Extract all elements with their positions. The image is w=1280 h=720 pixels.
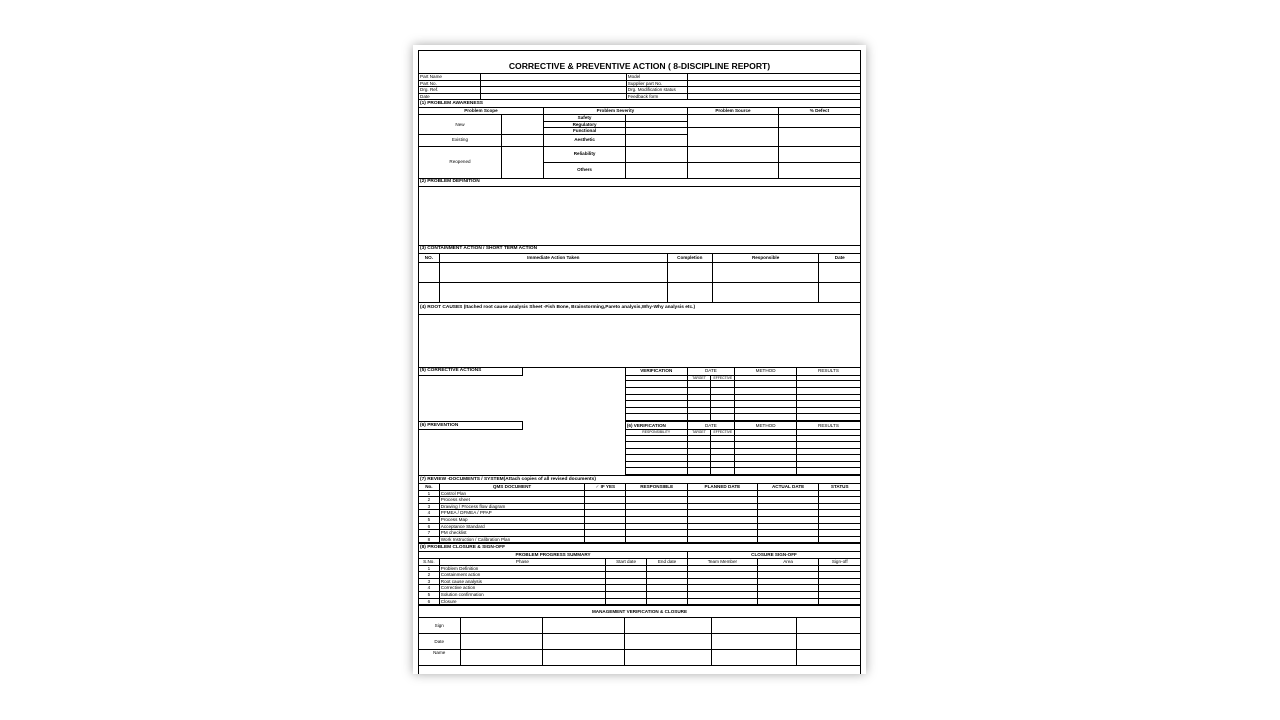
source-field-3[interactable] <box>688 146 779 162</box>
scope-new-field[interactable] <box>501 114 543 134</box>
defect-field-3[interactable] <box>778 146 860 162</box>
problem-scope-header: Problem Scope <box>419 108 543 115</box>
section-1-title: (1) PROBLEM AWARENESS <box>419 100 860 108</box>
qms-row: 3 Drawing / Process flow diagram <box>419 503 860 510</box>
responsibility-header: RESPONSIBILITY <box>625 429 687 435</box>
date-field[interactable] <box>481 93 627 100</box>
supplier-part-no-field[interactable] <box>688 80 860 87</box>
section-4-title: (4) ROOT CAUSES (Itached root cause analysis Sheet -Fish Bone, Brainstorming,Pareto analysis,Why-Why analysis etc.) <box>419 303 860 315</box>
header-fields-table <box>419 74 860 100</box>
severity-reliability-field[interactable] <box>626 146 688 162</box>
drg-mod-status-label: Drg. Modification status <box>626 87 688 94</box>
severity-aesthetic-field[interactable] <box>626 134 688 146</box>
target-header: TARGET <box>687 375 711 381</box>
severity-safety: Safety <box>543 114 625 121</box>
qms-row: 6 Acceptance Standard <box>419 523 860 530</box>
mgmt-date-label: Date <box>419 634 460 650</box>
phase-row: 1 Problem Definition <box>419 565 860 572</box>
management-verification-title: MANAGEMENT VERIFICATION & CLOSURE <box>419 606 860 618</box>
team-member-header: Team Member <box>688 559 758 566</box>
drg-ref-field[interactable] <box>481 87 627 94</box>
closure-table <box>419 543 860 605</box>
effective-header: EFFECTIVE <box>711 375 735 381</box>
root-causes-table <box>419 303 860 368</box>
scope-reopened-field[interactable] <box>501 146 543 178</box>
section-5-title: (5) CORRECTIVE ACTIONS <box>419 368 522 376</box>
problem-severity-header: Problem Severity <box>543 108 687 115</box>
qms-row: 5 Process Map <box>419 517 860 524</box>
severity-reliability: Reliability <box>543 146 625 162</box>
qms-row: 7 PM checklist <box>419 530 860 537</box>
immediate-action-header: Immediate Action Taken <box>439 253 667 262</box>
qms-no-header: No. <box>419 484 439 491</box>
scope-new: New <box>419 114 501 134</box>
prevention-verification-header: (6) VERIFICATION <box>625 421 687 429</box>
section-7-title: (7) REVIEW -DOCUMENTS / SYSTEM(Attach copies of all revised documents) <box>419 476 860 484</box>
phase-header: Phase <box>439 559 605 566</box>
section-8-title: (8) PROBLEM CLOSURE & SIGN-OFF <box>419 544 860 552</box>
problem-awareness-table <box>419 100 860 178</box>
sno-header: S.No. <box>419 559 439 566</box>
problem-definition-table <box>419 179 860 246</box>
feedback-form-label: Feedback form <box>626 93 688 100</box>
mgmt-name-label: Name <box>419 650 460 666</box>
scope-existing: Existing <box>419 134 501 146</box>
severity-regulatory-field[interactable] <box>626 121 688 128</box>
severity-others: Others <box>543 162 625 178</box>
defect-percent-header: % Defect <box>778 108 860 115</box>
scope-existing-field[interactable] <box>501 134 543 146</box>
containment-row <box>419 282 860 302</box>
form-title: CORRECTIVE & PREVENTIVE ACTION ( 8-DISCIPLINE REPORT) <box>419 51 860 74</box>
phase-row: 6 Closure <box>419 598 860 605</box>
responsible-header: Responsible <box>712 253 819 262</box>
prevention-target-header: TARGET <box>687 429 711 435</box>
review-documents-table <box>419 475 860 543</box>
date-header: DATE <box>687 368 735 376</box>
qms-row: 4 PFMEA / DFMEA / PPAP <box>419 510 860 517</box>
end-date-header: End date <box>647 559 688 566</box>
results-header: RESULTS <box>796 368 860 376</box>
section-2-title: (2) PROBLEM DEFINITION <box>419 179 860 187</box>
mgmt-sign-label: Sign <box>419 618 460 634</box>
containment-table <box>419 246 860 303</box>
signoff-header: Sign-off <box>819 559 860 566</box>
drg-ref-label: Drg. Ref. <box>419 87 481 94</box>
qms-row: 2 Process sheet <box>419 497 860 504</box>
completion-header: Completion <box>667 253 712 262</box>
phase-row: 5 Solution confirmation <box>419 591 860 598</box>
model-label: Model <box>626 74 688 80</box>
source-field-2[interactable] <box>688 128 779 147</box>
drg-mod-status-field[interactable] <box>688 87 860 94</box>
section-3-title: (3) CONTAINMENT ACTION / SHORT TERM ACTION <box>419 246 860 254</box>
section-6-title: (6) PREVENTION <box>419 421 522 429</box>
actual-date-header: ACTUAL DATE <box>757 484 819 491</box>
prevention-table <box>419 421 860 475</box>
root-causes-field[interactable] <box>419 314 860 367</box>
containment-no-header: NO. <box>419 253 439 262</box>
scope-reopened: Reopened <box>419 146 501 178</box>
prevention-date-header: DATE <box>687 421 735 429</box>
feedback-form-field[interactable] <box>688 93 860 100</box>
defect-field-4[interactable] <box>778 162 860 178</box>
prevention-results-header: RESULTS <box>796 421 860 429</box>
prevention-effective-header: EFFECTIVE <box>711 429 735 435</box>
problem-source-header: Problem Source <box>688 108 779 115</box>
progress-summary-header: PROBLEM PROGRESS SUMMARY <box>419 552 688 559</box>
defect-field-1[interactable] <box>778 114 860 127</box>
document-page <box>413 45 866 674</box>
corrective-actions-table <box>419 368 860 421</box>
containment-row <box>419 262 860 282</box>
qms-row: 1 Control Plan <box>419 490 860 497</box>
planned-date-header: PLANNED DATE <box>688 484 758 491</box>
check-icon: ✓ <box>595 484 600 490</box>
qms-responsible-header: RESPONSIBLE <box>626 484 688 491</box>
form-frame <box>418 50 861 674</box>
qms-document-header: QMS DOCUMENT <box>439 484 585 491</box>
part-no-field[interactable] <box>481 80 627 87</box>
defect-field-2[interactable] <box>778 128 860 147</box>
date-label: Date <box>419 93 481 100</box>
severity-functional: Functional <box>543 128 625 135</box>
severity-others-field[interactable] <box>626 162 688 178</box>
part-no-label: Part No. <box>419 80 481 87</box>
closure-signoff-header: CLOSURE SIGN-OFF <box>688 552 860 559</box>
area-header: Area <box>757 559 819 566</box>
part-name-label: Part Name <box>419 74 481 80</box>
phase-row: 4 Corrective action <box>419 585 860 592</box>
date-header: Date <box>819 253 860 262</box>
management-verification-table <box>419 605 860 666</box>
phase-row: 3 Root cause analysis <box>419 578 860 585</box>
source-field-1[interactable] <box>688 114 779 127</box>
severity-aesthetic: Aesthetic <box>543 134 625 146</box>
severity-regulatory: Regulatory <box>543 121 625 128</box>
problem-definition-field[interactable] <box>419 186 860 245</box>
verification-header: VERIFICATION <box>625 368 687 376</box>
qms-row: 8 Work Instruction / Calibration Plan <box>419 536 860 543</box>
if-yes-header: ✓ IF YES <box>585 484 626 491</box>
severity-functional-field[interactable] <box>626 128 688 135</box>
prevention-method-header: METHOD <box>735 421 797 429</box>
status-header: STATUS <box>819 484 860 491</box>
phase-row: 2 Containment action <box>419 572 860 579</box>
supplier-part-no-label: Supplier part No. <box>626 80 688 87</box>
source-field-4[interactable] <box>688 162 779 178</box>
start-date-header: Start date <box>606 559 647 566</box>
severity-safety-field[interactable] <box>626 114 688 121</box>
method-header: METHOD <box>735 368 797 376</box>
